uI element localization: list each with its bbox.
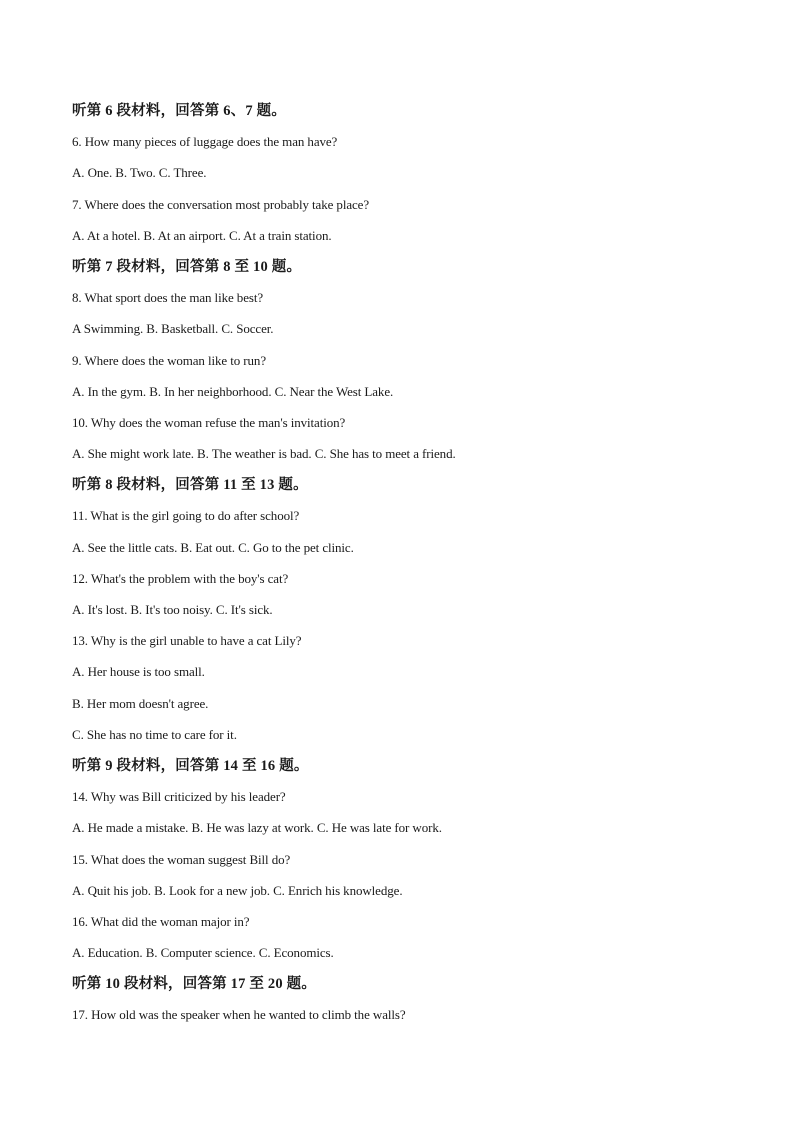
section-heading: 听第 8 段材料，回答第 11 至 13 题。	[72, 477, 308, 494]
answer-options: A. He made a mistake. B. He was lazy at work. C. He was late for work.	[72, 820, 442, 836]
section-heading: 听第 7 段材料，回答第 8 至 10 题。	[72, 258, 302, 275]
answer-options: A. It's lost. B. It's too noisy. C. It's sick.	[72, 602, 273, 617]
answer-option: B. Her mom doesn't agree.	[72, 695, 209, 711]
answer-options: A. At a hotel. B. At an airport. C. At a train station.	[72, 227, 332, 243]
question-text: 10. Why does the woman refuse the man's invitation?	[72, 414, 346, 430]
question-text: 15. What does the woman suggest Bill do?	[72, 851, 291, 867]
question-text: 8. What sport does the man like best?	[72, 290, 264, 306]
answer-option: C. She has no time to care for it.	[72, 726, 237, 742]
question-text: 13. Why is the girl unable to have a cat Lily?	[72, 633, 302, 649]
answer-options: A. See the little cats. B. Eat out. C. Go to the pet clinic.	[72, 539, 354, 555]
question-text: 16. What did the woman major in?	[72, 913, 250, 929]
answer-options: A. Quit his job. B. Look for a new job. C. Enrich his knowledge.	[72, 882, 403, 898]
question-text: 14. Why was Bill criticized by his leader?	[72, 789, 286, 805]
question-text: 6. How many pieces of luggage does the man have?	[72, 134, 338, 150]
question-text: 7. Where does the conversation most probably take place?	[72, 196, 370, 212]
listening-section	[72, 101, 732, 1037]
question-text: 12. What's the problem with the boy's cat?	[72, 570, 289, 586]
answer-options: A. In the gym. B. In her neighborhood. C. Near the West Lake.	[72, 383, 394, 399]
answer-option: A. Her house is too small.	[72, 664, 205, 680]
section-heading: 听第 9 段材料，回答第 14 至 16 题。	[72, 757, 309, 774]
section-heading: 听第 10 段材料，回答第 17 至 20 题。	[72, 976, 317, 993]
question-text: 9. Where does the woman like to run?	[72, 352, 266, 368]
question-text: 11. What is the girl going to do after school?	[72, 508, 300, 524]
section-heading: 听第 6 段材料，回答第 6、7 题。	[72, 103, 287, 119]
answer-options: A Swimming. B. Basketball. C. Soccer.	[72, 321, 274, 337]
answer-options: A. She might work late. B. The weather is bad. C. She has to meet a friend.	[72, 446, 456, 462]
answer-options: A. One. B. Two. C. Three.	[72, 165, 207, 181]
answer-options: A. Education. B. Computer science. C. Economics.	[72, 945, 334, 961]
question-text: 17. How old was the speaker when he wanted to climb the walls?	[72, 1007, 406, 1023]
